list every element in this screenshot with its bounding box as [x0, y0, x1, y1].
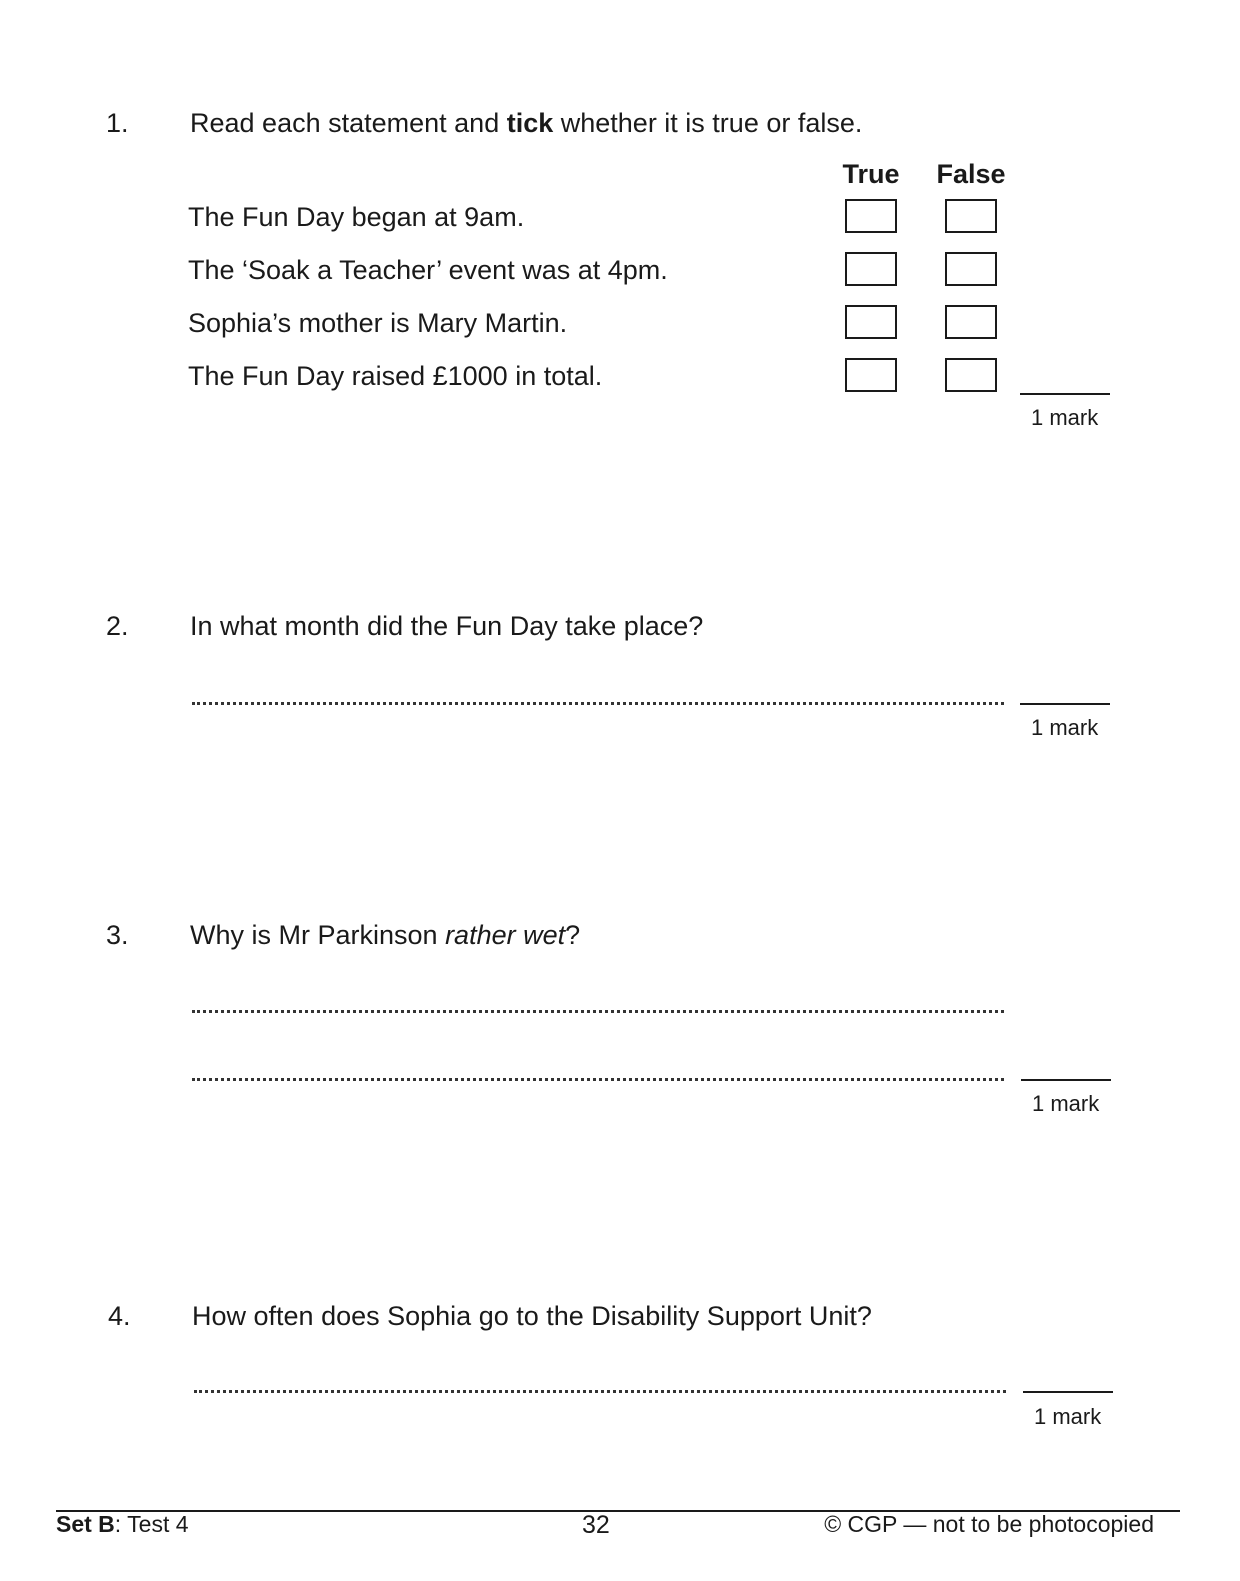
- question-2-number: 2.: [106, 611, 129, 641]
- statement-3: Sophia’s mother is Mary Martin.: [188, 308, 568, 338]
- tick-box-false-4[interactable]: [945, 358, 997, 392]
- question-4-number: 4.: [108, 1301, 131, 1331]
- mark-line-2: [1020, 703, 1110, 705]
- footer-set-label: [56, 1511, 189, 1538]
- question-4-text: How often does Sophia go to the Disability Support Unit?: [192, 1301, 872, 1331]
- column-header-true: True: [842, 159, 900, 189]
- answer-line-2[interactable]: [192, 702, 1004, 705]
- statement-2: The ‘Soak a Teacher’ event was at 4pm.: [188, 255, 668, 285]
- question-3-number: 3.: [106, 920, 129, 950]
- tick-box-true-1[interactable]: [845, 199, 897, 233]
- question-3-text-part: ?: [565, 920, 581, 950]
- mark-label-4: 1 mark: [1034, 1404, 1102, 1429]
- column-header-false: False: [936, 159, 1006, 189]
- tick-box-false-3[interactable]: [945, 305, 997, 339]
- mark-label-2: 1 mark: [1031, 715, 1099, 740]
- tick-box-false-2[interactable]: [945, 252, 997, 286]
- footer-set-bold: Set B: [56, 1511, 115, 1537]
- statement-4: The Fun Day raised £1000 in total.: [188, 361, 603, 391]
- mark-line-4: [1023, 1391, 1113, 1393]
- tick-box-true-3[interactable]: [845, 305, 897, 339]
- tick-box-false-1[interactable]: [945, 199, 997, 233]
- question-1-text: [190, 108, 862, 139]
- question-1-text-bold: tick: [506, 108, 554, 138]
- question-2-text: In what month did the Fun Day take place?: [190, 611, 704, 641]
- answer-line-3b[interactable]: [192, 1078, 1004, 1081]
- answer-line-3a[interactable]: [192, 1010, 1004, 1013]
- tick-box-true-4[interactable]: [845, 358, 897, 392]
- statement-1: The Fun Day began at 9am.: [188, 202, 525, 232]
- question-1-text-part: Read each statement and: [190, 108, 507, 138]
- question-3-text-italic: rather wet: [445, 920, 566, 950]
- question-1-text-part: whether it is true or false.: [553, 108, 863, 138]
- question-3-text: [190, 920, 580, 951]
- question-3-text-part: Why is Mr Parkinson: [190, 920, 446, 950]
- tick-box-true-2[interactable]: [845, 252, 897, 286]
- answer-line-4[interactable]: [194, 1390, 1006, 1393]
- mark-label-3: 1 mark: [1032, 1091, 1100, 1116]
- mark-label-1: 1 mark: [1031, 405, 1099, 430]
- page-number: 32: [582, 1511, 610, 1539]
- question-1-number: 1.: [106, 108, 129, 138]
- footer-set-rest: : Test 4: [114, 1511, 189, 1537]
- mark-line-1: [1020, 393, 1110, 395]
- copyright-notice: © CGP — not to be photocopied: [824, 1511, 1154, 1537]
- mark-line-3: [1021, 1079, 1111, 1081]
